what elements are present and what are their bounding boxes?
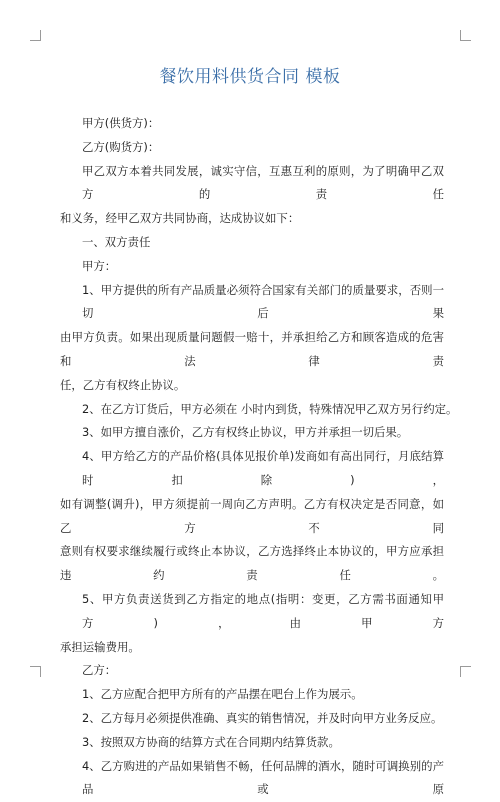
paragraph-line: 承担运输费用。 [60,639,140,654]
paragraph-line: 3、如甲方擅自涨价，乙方有权终止协议，甲方并承担一切后果。 [82,425,409,440]
party-b-line: 乙方(购货方)： [82,139,160,154]
corner-mark-bottom-left [30,666,41,677]
paragraph-line: 1、甲方提供的所有产品质量必须符合国家有关部门的质量要求，否则一切后果 [82,282,444,321]
corner-mark-top-right [460,30,471,41]
paragraph-line: 4、乙方购进的产品如果销售不畅，任何品牌的酒水，随时可调换别的产品或原 [82,758,444,797]
section-heading: 一、双方责任 [82,234,151,249]
paragraph-line: 2、在乙方订货后，甲方必须在 小时内到货，特殊情况甲乙双方另行约定。 [82,401,458,416]
paragraph-line: 由甲方负责。如果出现质量问题假一赔十，并承担给乙方和顾客造成的危害和法律责 [60,330,444,368]
paragraph-line: 5、甲方负责送货到乙方指定的地点(指明：变更，乙方需书面通知甲方)，由甲方 [82,591,444,630]
paragraph-line: 3、按照双方协商的结算方式在合同期内结算货款。 [82,734,340,749]
paragraph-line: 2、乙方每月必须提供准确、真实的销售情况，并及时向甲方业务反应。 [82,710,443,725]
paragraph-line: 意则有权要求继续履行或终止本协议，乙方选择终止本协议的，甲方应承担违约责任。 [60,544,444,583]
paragraph-line: 如有调整(调升)，甲方须提前一周向乙方声明。乙方有权决定是否同意，如乙方不同 [60,496,444,535]
document-body [60,112,458,802]
paragraph-line: 1、乙方应配合把甲方所有的产品摆在吧台上作为展示。 [82,687,363,702]
paragraph-line: 甲乙双方本着共同发展，诚实守信，互惠互利的原则，为了明确甲乙双方的责任 [82,163,444,202]
party-a-line: 甲方(供货方)： [82,116,160,130]
paragraph-line: 4、甲方给乙方的产品价格(具体见报价单)发商如有高出同行，月底结算时扣除)， [82,449,444,487]
paragraph-line: 和义务，经甲乙双方共同协商，达成协议如下： [60,211,300,226]
subsection-heading: 甲方： [82,258,117,273]
paragraph-line: 任，乙方有权终止协议。 [60,377,186,392]
document-title: 餐饮用料供货合同 模板 [159,67,341,87]
corner-mark-top-left [30,30,41,41]
corner-mark-bottom-right [460,666,471,677]
subsection-heading: 乙方： [82,663,117,678]
